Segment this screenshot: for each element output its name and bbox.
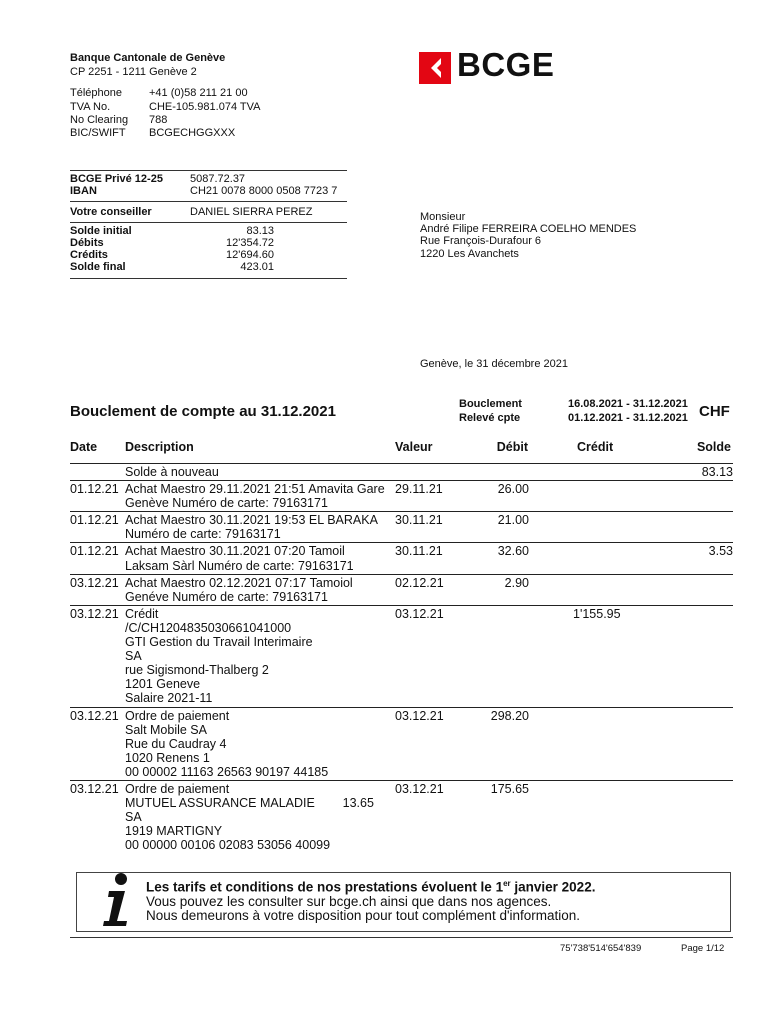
description-line: SA: [125, 649, 142, 664]
cell-date: [70, 464, 125, 481]
period-value-closing: 16.08.2021 - 31.12.2021: [568, 398, 688, 410]
description-line: Numéro de carte: 79163171: [125, 527, 281, 542]
cell-description: [125, 512, 395, 543]
cell-solde: [635, 481, 733, 512]
cell-description: [125, 605, 395, 707]
cell-credit: [529, 543, 635, 574]
header-date: Date: [70, 440, 98, 454]
cell-date: 03.12.21: [70, 780, 125, 853]
cell-debit: 26.00: [465, 481, 529, 512]
cell-description: [125, 707, 395, 780]
cell-date: 01.12.21: [70, 512, 125, 543]
cell-valeur: 03.12.21: [395, 605, 465, 707]
description-line: 00 00000 00106 02083 53056 40099: [125, 838, 331, 853]
product-label: BCGE Privé 12-25: [70, 173, 163, 185]
cell-valeur: 30.11.21: [395, 512, 465, 543]
recipient-salutation: Monsieur: [420, 211, 466, 223]
detail-label-clearing: No Clearing: [70, 114, 129, 126]
cell-debit: 298.20: [465, 707, 529, 780]
description-line: Crédit: [125, 606, 159, 621]
bcge-logo-icon: [419, 52, 451, 84]
cell-description: [125, 574, 395, 605]
cell-debit: 2.90: [465, 574, 529, 605]
cell-credit: [529, 707, 635, 780]
description-line: Achat Maestro 02.12.2021 07:17 Tamoiol: [125, 575, 353, 590]
header-debit: Débit: [496, 440, 528, 454]
cell-date: 01.12.21: [70, 481, 125, 512]
cell-credit: 1'155.95: [529, 605, 635, 707]
table-row: [70, 464, 733, 481]
cell-credit: [529, 780, 635, 853]
cell-solde: 83.13: [635, 464, 733, 481]
product-number: 5087.72.37: [190, 173, 246, 185]
cell-description: [125, 780, 395, 853]
footer-divider: [70, 937, 733, 938]
cell-valeur: 02.12.21: [395, 574, 465, 605]
cell-solde: 3.53: [635, 543, 733, 574]
cell-solde: [635, 780, 733, 853]
recipient-name: André Filipe FERREIRA COELHO MENDES: [420, 223, 637, 235]
bank-address: CP 2251 - 1211 Genève 2: [70, 66, 197, 78]
description-line: SA: [125, 810, 142, 825]
cell-description: [125, 481, 395, 512]
place-date: Genève, le 31 décembre 2021: [420, 358, 568, 370]
description-line: Ordre de paiement: [125, 781, 230, 796]
description-line: Salaire 2021-11: [125, 691, 213, 706]
cell-solde: [635, 707, 733, 780]
divider: [70, 222, 347, 223]
description-line: Salt Mobile SA: [125, 722, 207, 737]
description-line: Achat Maestro 30.11.2021 19:53 EL BARAKA: [125, 513, 378, 528]
description-line: Genève Numéro de carte: 79163171: [125, 496, 328, 511]
description-line: Ordre de paiement: [125, 708, 230, 723]
table-row: [70, 543, 733, 574]
description-line: rue Sigismond-Thalberg 2: [125, 663, 269, 678]
footer-reference: 75'738'514'654'839: [560, 943, 642, 954]
cell-credit: [529, 464, 635, 481]
cell-debit: [465, 605, 529, 707]
period-label-statement: Relevé cpte: [459, 412, 521, 424]
advisor-label: Votre conseiller: [70, 206, 152, 218]
summary-label-debits: Débits: [70, 237, 104, 249]
cell-solde: [635, 574, 733, 605]
cell-description: [125, 543, 395, 574]
detail-value-clearing: 788: [149, 114, 168, 126]
cell-valeur: 30.11.21: [395, 543, 465, 574]
transactions-table: [70, 463, 733, 853]
description-line: GTI Gestion du Travail Interimaire: [125, 635, 313, 650]
bcge-logo-text: BCGE: [457, 46, 555, 83]
table-row: [70, 605, 733, 707]
cell-debit: [465, 464, 529, 481]
cell-date: 03.12.21: [70, 707, 125, 780]
info-notice-box: [76, 872, 731, 932]
notice-line-1: Les tarifs et conditions de nos prestations évoluent le 1er janvier 2022.: [146, 879, 596, 895]
cell-valeur: 29.11.21: [395, 481, 465, 512]
summary-value-final: 423.01: [240, 261, 274, 273]
cell-debit: 175.65: [465, 780, 529, 853]
recipient-street: Rue François-Durafour 6: [420, 235, 542, 247]
cell-description: [125, 464, 395, 481]
detail-value-bic: BCGECHGGXXX: [149, 127, 236, 139]
info-icon: [97, 871, 137, 934]
description-line: Solde à nouveau: [125, 465, 219, 479]
cell-date: 03.12.21: [70, 605, 125, 707]
cell-valeur: [395, 464, 465, 481]
description-line: Laksam Sàrl Numéro de carte: 79163171: [125, 558, 354, 573]
period-label-closing: Bouclement: [459, 398, 522, 410]
table-row: [70, 780, 733, 853]
table-row: [70, 512, 733, 543]
description-line: /C/CH1204835030661041000: [125, 620, 292, 635]
description-line: 1919 MARTIGNY: [125, 824, 223, 839]
recipient-city: 1220 Les Avanchets: [420, 248, 519, 260]
description-line: 1020 Renens 1: [125, 750, 210, 765]
summary-value-initial: 83.13: [246, 225, 274, 237]
description-line: Genéve Numéro de carte: 79163171: [125, 589, 328, 604]
period-value-statement: 01.12.2021 - 31.12.2021: [568, 412, 688, 424]
statement-title: Bouclement de compte au 31.12.2021: [70, 403, 336, 420]
cell-date: 01.12.21: [70, 543, 125, 574]
cell-debit: 21.00: [465, 512, 529, 543]
table-row: [70, 481, 733, 512]
divider: [70, 170, 347, 171]
description-line: MUTUEL ASSURANCE MALADIE 13.65: [125, 796, 374, 811]
iban-value: CH21 0078 8000 0508 7723 7: [190, 185, 338, 197]
cell-debit: 32.60: [465, 543, 529, 574]
cell-credit: [529, 574, 635, 605]
description-line: Achat Maestro 30.11.2021 07:20 Tamoil: [125, 544, 345, 559]
iban-label: IBAN: [70, 185, 97, 197]
detail-label-bic: BIC/SWIFT: [70, 127, 126, 139]
cell-valeur: 03.12.21: [395, 707, 465, 780]
cell-valeur: 03.12.21: [395, 780, 465, 853]
detail-label-vat: TVA No.: [70, 101, 111, 113]
footer-page: Page 1/12: [681, 943, 725, 954]
summary-value-debits: 12'354.72: [226, 237, 274, 249]
divider: [70, 278, 347, 279]
detail-value-phone: +41 (0)58 211 21 00: [149, 87, 248, 99]
table-row: [70, 707, 733, 780]
header-credit: Crédit: [577, 440, 614, 454]
header-description: Description: [125, 440, 194, 454]
currency: CHF: [699, 403, 730, 420]
description-line: Rue du Caudray 4: [125, 736, 227, 751]
summary-label-final: Solde final: [70, 261, 126, 273]
summary-label-credits: Crédits: [70, 249, 108, 261]
cell-solde: [635, 605, 733, 707]
notice-line-3: Nous demeurons à votre disposition pour tout complément d'information.: [146, 908, 581, 923]
cell-date: 03.12.21: [70, 574, 125, 605]
header-solde: Solde: [696, 440, 731, 454]
description-line: 00 00002 11163 26563 90197 44185: [125, 764, 329, 779]
cell-credit: [529, 481, 635, 512]
description-line: 1201 Geneve: [125, 677, 201, 692]
notice-line-2: Vous pouvez les consulter sur bcge.ch ainsi que dans nos agences.: [146, 894, 552, 909]
summary-label-initial: Solde initial: [70, 225, 132, 237]
detail-value-vat: CHE-105.981.074 TVA: [149, 101, 261, 113]
summary-value-credits: 12'694.60: [226, 249, 274, 261]
advisor-name: DANIEL SIERRA PEREZ: [190, 206, 313, 218]
cell-credit: [529, 512, 635, 543]
bank-name: Banque Cantonale de Genève: [70, 52, 226, 64]
table-row: [70, 574, 733, 605]
header-valeur: Valeur: [395, 440, 433, 454]
divider: [70, 201, 347, 202]
detail-label-phone: Téléphone: [70, 87, 122, 99]
cell-solde: [635, 512, 733, 543]
description-line: Achat Maestro 29.11.2021 21:51 Amavita Gare: [125, 482, 385, 497]
